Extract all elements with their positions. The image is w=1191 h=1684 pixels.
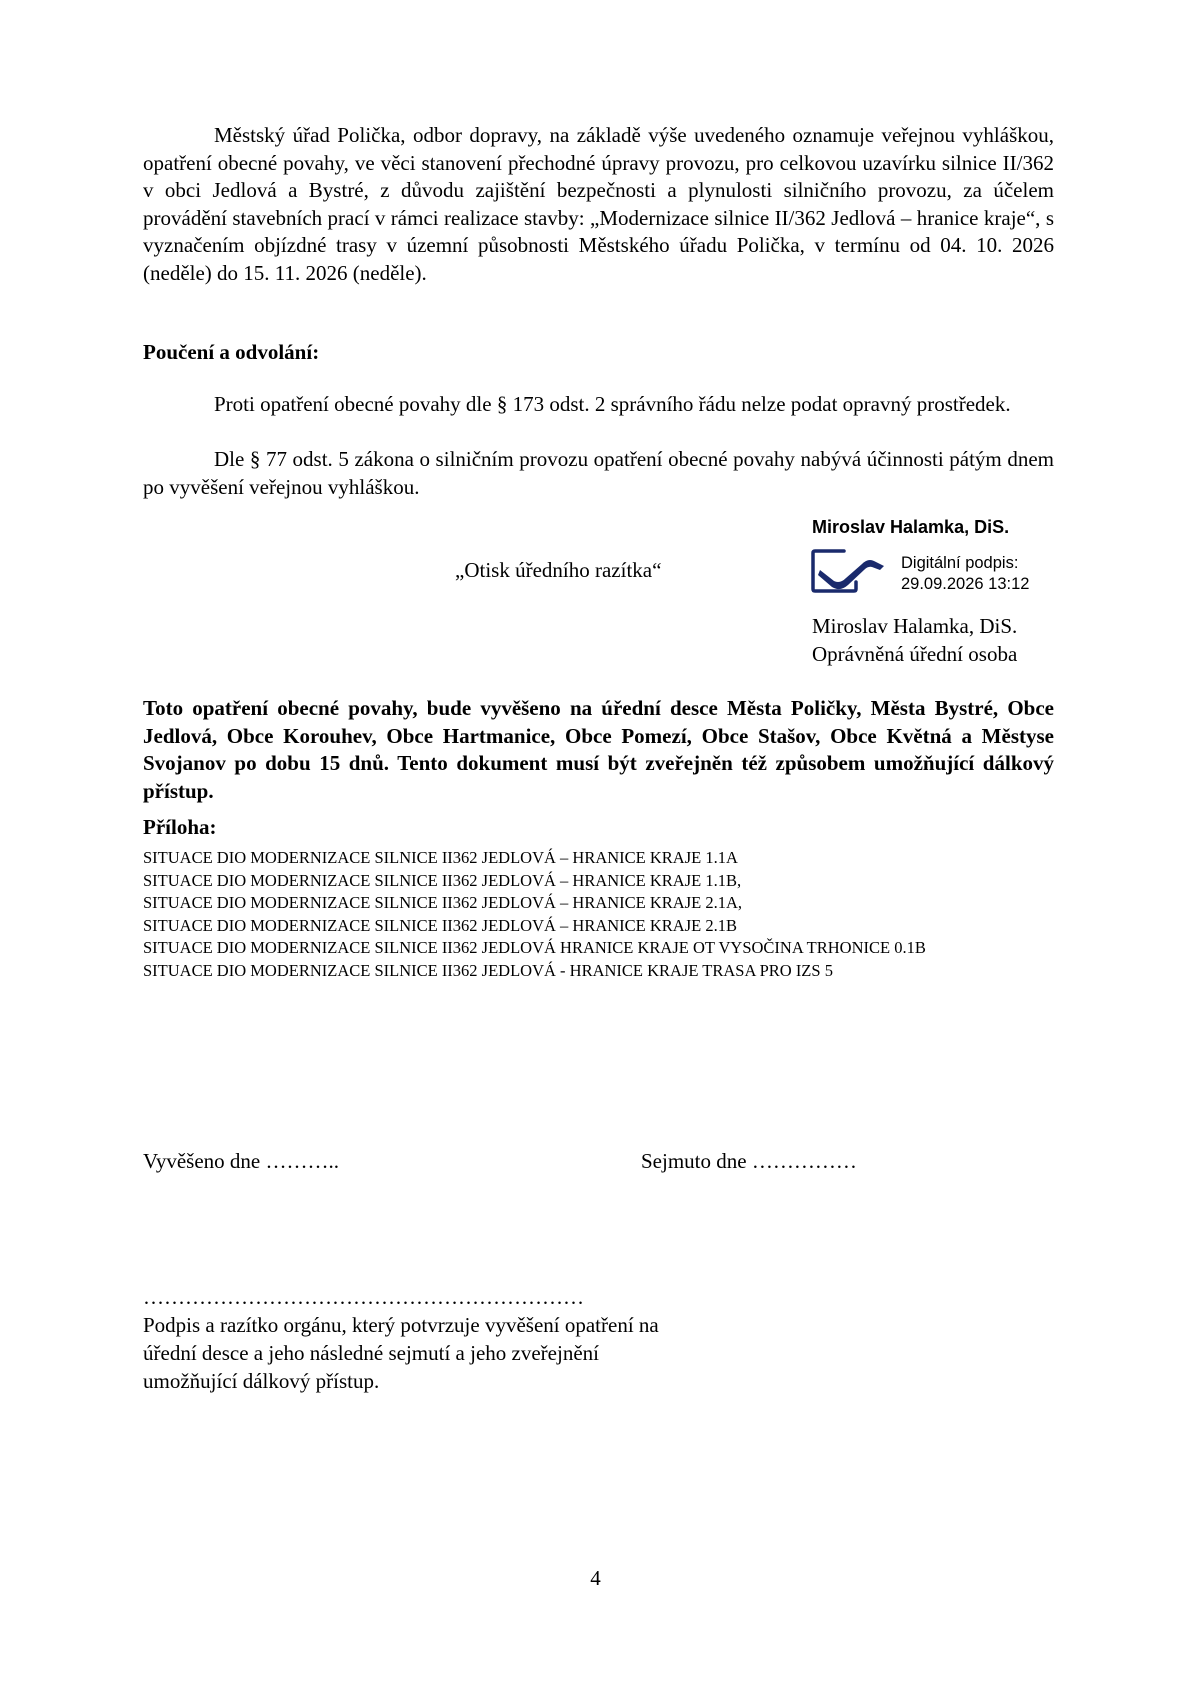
- digital-signature-date: 29.09.2026 13:12: [901, 575, 1030, 593]
- posting-notice: Toto opatření obecné povahy, bude vyvěšeno na úřední desce Města Poličky, Města Bystré, Obce Jedlová, Obce Korouhev, Obce Hartmanice, Obce Pomezí, Obce Stašov, Obce Květná a Městyse Svojanov po dobu 15 dnů. Tento dokument musí být zveřejněn též způsobem umožňující dálkový přístup.: [143, 696, 1054, 803]
- main-paragraph: Městský úřad Polička, odbor dopravy, na základě výše uvedeného oznamuje veřejnou vyhláškou, opatření obecné povahy, ve věci stanovení přechodné úpravy provozu, pro celkovou uzavírku silnice II/362 v obci Jedlová a Bystré, z důvodu zajištění bezpečnosti a plynulosti silničního provozu, za účelem provádění stavebních prací v rámci realizace stavby: „Modernizace silnice II/362 Jedlová – hranice kraje“, s vyznačením objízdné trasy v územní působnosti Městského úřadu Polička, v termínu od 04. 10. 2026 (neděle) do 15. 11. 2026 (neděle).: [143, 123, 1054, 285]
- attachment-item: SITUACE DIO MODERNIZACE SILNICE II362 JEDLOVÁ – HRANICE KRAJE 1.1B,: [143, 870, 742, 890]
- signature-line: ………………………………………………………: [143, 1285, 584, 1309]
- digital-signature-label: Digitální podpis:: [901, 554, 1019, 572]
- signatory-block: [812, 612, 1017, 668]
- digital-signature-info: [901, 553, 1029, 595]
- attachment-item: SITUACE DIO MODERNIZACE SILNICE II362 JEDLOVÁ – HRANICE KRAJE 2.1A,: [143, 893, 743, 912]
- signature-description: Podpis a razítko orgánu, který potvrzuje vyvěšení opatření na úřední desce a jeho následné sejmutí a jeho zveřejnění umožňující dálkový přístup.: [143, 1313, 659, 1393]
- appeal-paragraph-2: Dle § 77 odst. 5 zákona o silničním provozu opatření obecné povahy nabývá účinnosti pátým dnem po vyvěšení veřejnou vyhláškou.: [143, 447, 1054, 499]
- attachments-heading: Příloha:: [143, 815, 217, 839]
- attachment-item: SITUACE DIO MODERNIZACE SILNICE II362 JEDLOVÁ - HRANICE KRAJE TRASA PRO IZS 5: [143, 960, 833, 980]
- removed-date-field: Sejmuto dne ……………: [641, 1149, 857, 1173]
- digital-signature-name: Miroslav Halamka, DiS.: [812, 517, 1010, 537]
- attachment-item: SITUACE DIO MODERNIZACE SILNICE II362 JEDLOVÁ – HRANICE KRAJE 2.1B: [143, 915, 737, 935]
- page-number: 4: [590, 1566, 601, 1590]
- signatory-role: Oprávněná úřední osoba: [812, 642, 1018, 666]
- signatory-name: Miroslav Halamka, DiS.: [812, 614, 1018, 638]
- attachments-list: [143, 847, 1054, 982]
- posted-date-field: Vyvěšeno dne ………..: [143, 1149, 339, 1173]
- appeal-heading: Poučení a odvolání:: [143, 340, 320, 364]
- stamp-placeholder: „Otisk úředního razítka“: [455, 558, 662, 582]
- appeal-paragraph-1: Proti opatření obecné povahy dle § 173 odst. 2 správního řádu nelze podat opravný prostředek.: [214, 392, 1011, 416]
- attachment-item: SITUACE DIO MODERNIZACE SILNICE II362 JEDLOVÁ HRANICE KRAJE OT VYSOČINA TRHONICE 0.1B: [143, 938, 926, 957]
- digital-signature-logo-icon: [810, 548, 890, 594]
- attachment-item: SITUACE DIO MODERNIZACE SILNICE II362 JEDLOVÁ – HRANICE KRAJE 1.1A: [143, 848, 738, 867]
